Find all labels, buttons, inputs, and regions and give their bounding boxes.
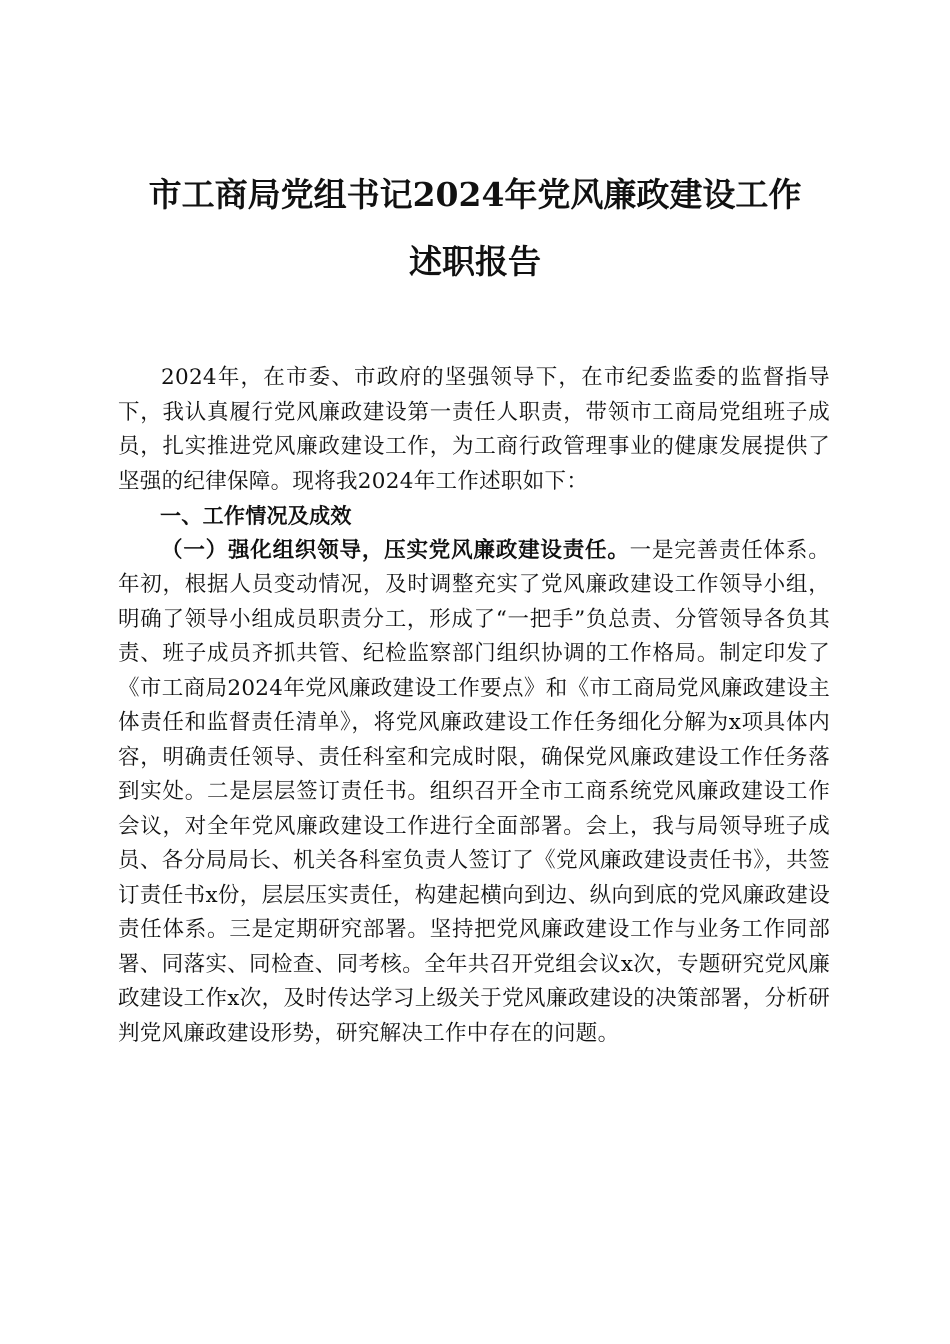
section-heading: 一、工作情况及成效 <box>160 504 352 528</box>
document-body <box>118 361 830 1051</box>
document-title-line-1: 市工商局党组书记2024年党风廉政建设工作 <box>148 175 802 214</box>
subsection-paragraph <box>118 534 830 1052</box>
intro-paragraph: 2024年，在市委、市政府的坚强领导下，在市纪委监委的监督指导下，我认真履行党风廉政建设第一责任人职责，带领市工商局党组班子成员，扎实推进党风廉政建设工作，为工商行政管理事业的健康发展提供了坚强的纪律保障。现将我2024年工作述职如下： <box>118 365 830 494</box>
document-title-line-2: 述职报告 <box>409 242 541 281</box>
subsection-body: 一是完善责任体系。年初，根据人员变动情况，及时调整充实了党风廉政建设工作领导小组，明确了领导小组成员职责分工，形成了“一把手”负总责、分管领导各负其责、班子成员齐抓共管、纪检监察部门组织协调的工作格局。制定印发了《市工商局2024年党风廉政建设工作要点》和《市工商局党风廉政建设主体责任和监督责任清单》，将党风廉政建设工作任务细化分解为x项具体内容，明确责任领导、责任科室和完成时限，确保党风廉政建设工作任务落到实处。二是层层签订责任书。组织召开全市工商系统党风廉政建设工作会议，对全年党风廉政建设工作进行全面部署。会上，我与局领导班子成员、各分局局长、机关各科室负责人签订了《党风廉政建设责任书》，共签订责任书x份，层层压实责任，构建起横向到边、纵向到底的党风廉政建设责任体系。三是定期研究部署。坚持把党风廉政建设工作与业务工作同部署、同落实、同检查、同考核。全年共召开党组会议x次，专题研究党风廉政建设工作x次，及时传达学习上级关于党风廉政建设的决策部署，分析研判党风廉政建设形势，研究解决工作中存在的问题。 <box>118 537 830 1046</box>
subsection-heading: （一）强化组织领导，压实党风廉政建设责任。 <box>161 537 630 563</box>
